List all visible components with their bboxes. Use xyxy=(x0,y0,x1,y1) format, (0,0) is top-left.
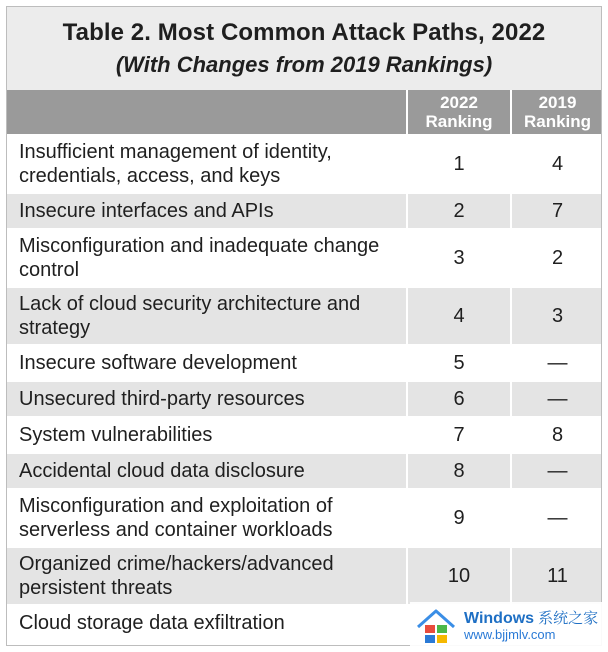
watermark-brand: Windows xyxy=(464,610,535,627)
table-row xyxy=(7,229,602,287)
rank-2019-cell: — xyxy=(511,453,602,489)
windows-house-logo-icon xyxy=(414,605,458,649)
table-row xyxy=(7,489,602,547)
rank-2019-cell: 7 xyxy=(511,193,602,229)
attack-path-cell: Accidental cloud data disclosure xyxy=(7,453,407,489)
rank-2019-cell: 8 xyxy=(511,417,602,453)
rank-2019-cell: — xyxy=(511,345,602,381)
attack-path-cell: Unsecured third-party resources xyxy=(7,381,407,417)
attack-path-cell: Insufficient management of identity, credentials, access, and keys xyxy=(7,135,407,193)
rank-2022-cell: 2 xyxy=(407,193,511,229)
rank-2022-cell: 3 xyxy=(407,229,511,287)
watermark-url: www.bjjmlv.com xyxy=(464,627,556,642)
table-title: Table 2. Most Common Attack Paths, 2022 xyxy=(62,19,546,46)
rank-2019-cell: 11 xyxy=(511,547,602,605)
attack-path-cell: System vulnerabilities xyxy=(7,417,407,453)
rank-2022-cell: 5 xyxy=(407,345,511,381)
attack-path-cell: Organized crime/hackers/advanced persistent threats xyxy=(7,547,407,605)
rank-2022-cell: 7 xyxy=(407,417,511,453)
attack-paths-table xyxy=(7,90,602,640)
table-row xyxy=(7,453,602,489)
table-row xyxy=(7,417,602,453)
table-frame xyxy=(6,6,602,646)
rank-2022-cell: 10 xyxy=(407,547,511,605)
table-row xyxy=(7,547,602,605)
attack-path-cell: Lack of cloud security architecture and strategy xyxy=(7,287,407,345)
rank-2022-cell: 1 xyxy=(407,135,511,193)
rank-2019-cell: — xyxy=(511,381,602,417)
watermark-text xyxy=(464,611,598,643)
rank-2019-cell: 2 xyxy=(511,229,602,287)
header-2019: 2019 Ranking xyxy=(511,90,602,135)
watermark xyxy=(410,602,608,652)
rank-2019-cell: — xyxy=(511,489,602,547)
table-row xyxy=(7,287,602,345)
table-row xyxy=(7,193,602,229)
attack-path-cell: Misconfiguration and exploitation of serverless and container workloads xyxy=(7,489,407,547)
rank-2019-cell: 3 xyxy=(511,287,602,345)
header-path xyxy=(7,90,407,135)
table-title-block xyxy=(7,7,601,90)
rank-2022-cell: 4 xyxy=(407,287,511,345)
header-row xyxy=(7,90,602,135)
rank-2022-cell: 8 xyxy=(407,453,511,489)
header-2022: 2022 Ranking xyxy=(407,90,511,135)
attack-path-cell: Insecure software development xyxy=(7,345,407,381)
rank-2022-cell: 6 xyxy=(407,381,511,417)
rank-2019-cell: 4 xyxy=(511,135,602,193)
watermark-brand-cn: 系统之家 xyxy=(538,610,599,627)
table-row xyxy=(7,135,602,193)
attack-path-cell: Misconfiguration and inadequate change control xyxy=(7,229,407,287)
attack-path-cell: Cloud storage data exfiltration xyxy=(7,605,407,640)
attack-path-cell: Insecure interfaces and APIs xyxy=(7,193,407,229)
table-subtitle: (With Changes from 2019 Rankings) xyxy=(115,52,493,77)
rank-2022-cell: 9 xyxy=(407,489,511,547)
table-row xyxy=(7,381,602,417)
table-row xyxy=(7,345,602,381)
